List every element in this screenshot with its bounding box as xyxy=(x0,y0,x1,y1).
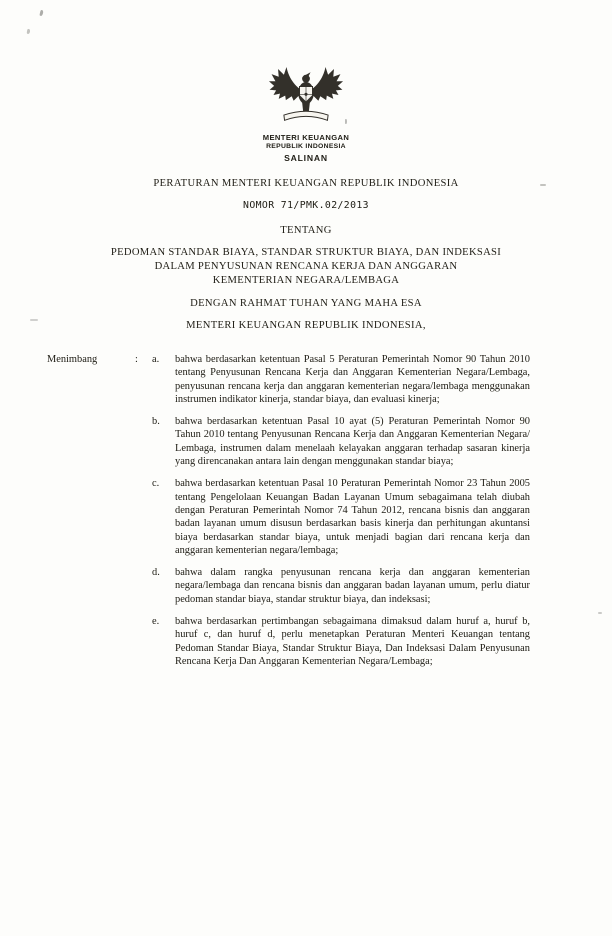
item-letter: e. xyxy=(152,616,160,628)
item-letter: c. xyxy=(152,478,160,490)
ministry-country: REPUBLIK INDONESIA xyxy=(266,143,346,150)
grace-line: DENGAN RAHMAT TUHAN YANG MAHA ESA xyxy=(190,298,422,309)
regulation-number: NOMOR 71/PMK.02/2013 xyxy=(243,200,369,211)
considering-item-c xyxy=(152,477,530,557)
ministry-name: MENTERI KEUANGAN xyxy=(262,133,350,142)
considering-item-b xyxy=(152,415,530,468)
considering-label: Menimbang xyxy=(47,354,98,365)
item-text: bahwa berdasarkan ketentuan Pasal 10 ayat (5) Peraturan Pemerintah Nomor 90 Tahun 2010 tentang Penyusunan Rencana Kerja dan Anggaran Kementerian Negara/ Lembaga, instrumen dalam menelaah kelayakan anggaran terhadap sasaran kinerja yang direncanakan antara lain dengan menggunakan standar biaya; xyxy=(175,416,530,468)
scan-artifact xyxy=(30,319,38,321)
regulation-title: PERATURAN MENTERI KEUANGAN REPUBLIK INDONESIA xyxy=(153,178,459,189)
copy-label: SALINAN xyxy=(284,153,328,163)
regulation-subject-line2: DALAM PENYUSUNAN RENCANA KERJA DAN ANGGARAN xyxy=(154,261,458,272)
tentang-label: TENTANG xyxy=(280,225,332,236)
considering-item-e xyxy=(152,615,530,668)
item-letter: b. xyxy=(152,416,160,428)
item-letter: a. xyxy=(152,354,160,365)
regulation-subject-line1: PEDOMAN STANDAR BIAYA, STANDAR STRUKTUR BIAYA, DAN INDEKSASI xyxy=(110,247,502,258)
considering-items xyxy=(152,353,530,677)
considering-item-d xyxy=(152,566,530,606)
scan-artifact xyxy=(540,184,546,186)
item-text: bahwa berdasarkan ketentuan Pasal 5 Peraturan Pemerintah Nomor 90 Tahun 2010 tentang Penyusunan Rencana Kerja dan Anggaran Kementerian Negara/Lembaga, penyusunan rencana kerja dan anggaran kementerian negara/lembaga menggunakan instrumen indikator kinerja, standar biaya, dan evaluasi kinerja; xyxy=(175,354,530,405)
title-block xyxy=(0,178,612,331)
letterhead xyxy=(0,0,612,163)
scan-artifact xyxy=(598,612,602,614)
item-letter: d. xyxy=(152,567,160,579)
considering-colon: : xyxy=(135,354,138,365)
considering-item-a xyxy=(152,353,530,406)
item-text: bahwa dalam rangka penyusunan rencana kerja dan anggaran kementerian negara/lembaga dan rencana bisnis dan anggaran badan layanan umum, perlu diatur pedoman standar biaya, standar struktur biaya, dan indeksasi; xyxy=(175,567,530,605)
garuda-pancasila-emblem xyxy=(267,56,345,130)
item-text: bahwa berdasarkan ketentuan Pasal 10 Peraturan Pemerintah Nomor 23 Tahun 2005 tentang Pengelolaan Keuangan Badan Layanan Umum sebagaimana telah diubah dengan Peraturan Pemerintah Nomor 74 Tahun 2012, rencana bisnis dan anggaran badan layanan umum disusun berdasarkan basis kinerja dan perhitungan akuntansi biaya berdasarkan standar biaya, untuk menjadi bagian dari rencana kerja dan anggaran kementerian negara/lembaga; xyxy=(175,478,530,556)
considering-section xyxy=(47,353,530,677)
scan-artifact xyxy=(345,119,347,124)
authority-line: MENTERI KEUANGAN REPUBLIK INDONESIA, xyxy=(186,320,426,331)
item-text: bahwa berdasarkan pertimbangan sebagaimana dimaksud dalam huruf a, huruf b, huruf c, dan huruf d, perlu menetapkan Peraturan Menteri Keuangan tentang Pedoman Standar Biaya, Standar Struktur Biaya, Dan Indeksasi Dalam Penyusunan Rencana Kerja Dan Anggaran Kementerian Negara/Lembaga; xyxy=(175,616,530,667)
regulation-subject-line3: KEMENTERIAN NEGARA/LEMBAGA xyxy=(212,275,400,286)
